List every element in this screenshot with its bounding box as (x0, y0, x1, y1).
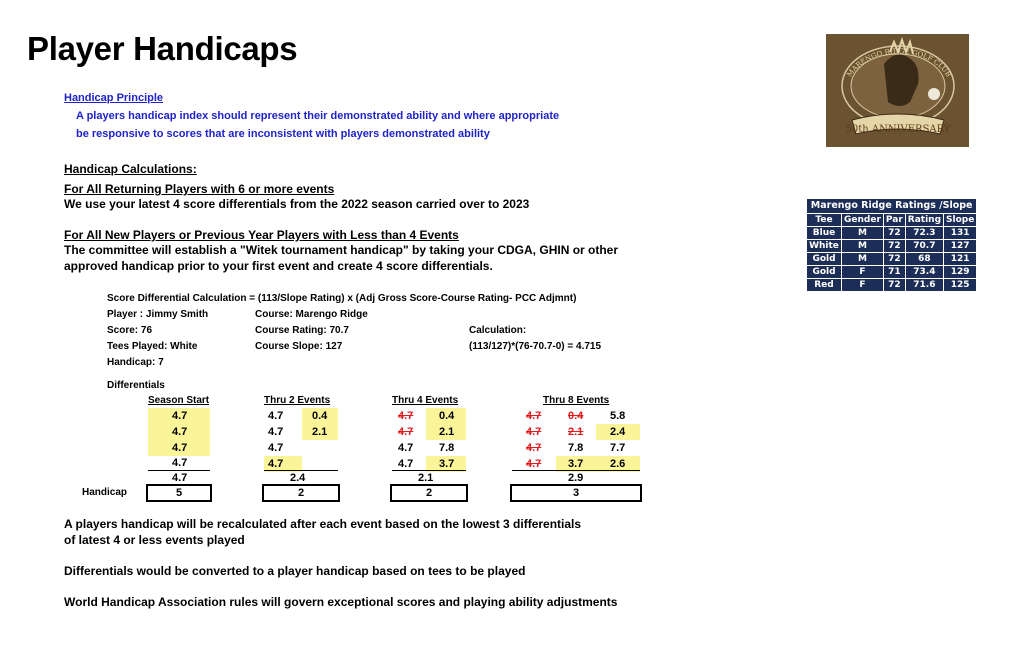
ratings-cell: 72 (883, 253, 905, 266)
season-start-value: 4.7 (148, 440, 210, 456)
ratings-cell: 129 (944, 266, 977, 279)
thru4-old-value: 4.7 (398, 442, 414, 454)
ratings-cell: 72.3 (905, 227, 943, 240)
ratings-cell: 71.6 (905, 279, 943, 292)
example-score: Score: 76 (107, 325, 153, 336)
thru4-new-value: 7.8 (439, 442, 455, 454)
note-2: Differentials would be converted to a player handicap based on tees to be played (64, 564, 526, 578)
thru8-dropped-value: 4.7 (526, 458, 542, 470)
ratings-table (806, 198, 977, 292)
table-row (807, 266, 977, 279)
thru4-new-value: 2.1 (426, 424, 466, 440)
thru2-new-value: 0.4 (302, 408, 338, 424)
new-players-line-2: approved handicap prior to your first event and create 4 score differentials. (64, 259, 493, 273)
thru4-average: 2.1 (418, 472, 434, 484)
note-3: World Handicap Association rules will govern exceptional scores and playing ability adjustments (64, 595, 618, 609)
thru2-old-value: 4.7 (268, 426, 284, 438)
ratings-cell: M (842, 240, 884, 253)
differentials-label: Differentials (107, 380, 165, 391)
example-slope: Course Slope: 127 (255, 341, 343, 352)
ratings-col-header: Tee (807, 214, 842, 227)
thru2-new-value: 2.1 (302, 424, 338, 440)
thru2-average: 2.4 (290, 472, 306, 484)
thru8-value: 5.8 (610, 410, 626, 422)
ratings-cell: M (842, 253, 884, 266)
calc-heading: Handicap Calculations: (64, 162, 197, 176)
thru4-new-value: 3.7 (426, 456, 466, 472)
ratings-col-header: Rating (905, 214, 943, 227)
formula-text: Score Differential Calculation = (113/Slope Rating) x (Adj Gross Score-Course Rating- PCC Adjmnt) (107, 293, 577, 304)
ratings-cell: 127 (944, 240, 977, 253)
new-players-line-1: The committee will establish a "Witek tournament handicap" by taking your CDGA, GHIN or other (64, 243, 619, 257)
season-start-header: Season Start (148, 395, 210, 406)
example-tees: Tees Played: White (107, 341, 198, 352)
season-start-value: 4.7 (172, 457, 188, 469)
thru8-average: 2.9 (568, 472, 584, 484)
club-name-text: MARENGO RIDGE GOLF CLUB (845, 47, 953, 79)
ratings-cell: Blue (807, 227, 842, 240)
ratings-cell: 68 (905, 253, 943, 266)
thru2-old-value: 4.7 (268, 442, 284, 454)
ratings-cell: Red (807, 279, 842, 292)
ratings-cell: 70.7 (905, 240, 943, 253)
returning-heading: For All Returning Players with 6 or more events (64, 182, 335, 196)
table-row (807, 279, 977, 292)
example-course: Course: Marengo Ridge (255, 309, 368, 320)
thru8-dropped-value: 2.1 (568, 426, 584, 438)
page-title: Player Handicaps (27, 30, 298, 67)
ratings-col-header: Gender (842, 214, 884, 227)
thru8-handicap: 3 (510, 484, 642, 502)
thru4-handicap: 2 (390, 484, 468, 502)
example-calc-label: Calculation: (469, 325, 527, 336)
handicap-row-label: Handicap (82, 487, 128, 498)
ratings-cell: 72 (883, 279, 905, 292)
thru8-value: 7.7 (610, 442, 626, 454)
thru8-dropped-value: 4.7 (526, 442, 542, 454)
example-handicap: Handicap: 7 (107, 357, 164, 368)
thru8-value: 2.4 (596, 424, 640, 440)
thru4-dropped-value: 4.7 (398, 426, 414, 438)
season-start-average: 4.7 (172, 472, 188, 484)
thru8-value: 7.8 (568, 442, 584, 454)
table-row (807, 240, 977, 253)
principle-line-2: be responsive to scores that are inconsistent with players demonstrated ability (76, 128, 490, 140)
principle-heading[interactable]: Handicap Principle (64, 92, 164, 104)
season-start-handicap: 5 (146, 484, 212, 502)
thru2-handicap: 2 (262, 484, 340, 502)
thru4-dropped-value: 4.7 (398, 410, 414, 422)
season-start-value: 4.7 (148, 424, 210, 440)
thru8-dropped-value: 0.4 (568, 410, 584, 422)
new-players-heading: For All New Players or Previous Year Players with Less than 4 Events (64, 228, 459, 242)
returning-text: We use your latest 4 score differentials from the 2022 season carried over to 2023 (64, 197, 530, 211)
ratings-cell: White (807, 240, 842, 253)
ratings-cell: F (842, 279, 884, 292)
thru4-new-value: 0.4 (426, 408, 466, 424)
club-logo-graphic (826, 34, 969, 147)
ratings-col-header: Slope (944, 214, 977, 227)
table-row (807, 253, 977, 266)
thru8-dropped-value: 4.7 (526, 426, 542, 438)
thru8-value: 2.6 (596, 456, 640, 472)
principle-line-1: A players handicap index should represent their demonstrated ability and where appropriate (76, 110, 560, 122)
ratings-col-header: Par (883, 214, 905, 227)
ratings-cell: 125 (944, 279, 977, 292)
ratings-cell: 73.4 (905, 266, 943, 279)
example-course-rating: Course Rating: 70.7 (255, 325, 349, 336)
ratings-cell: 121 (944, 253, 977, 266)
ratings-cell: Gold (807, 253, 842, 266)
thru8-header: Thru 8 Events (543, 395, 610, 406)
ratings-cell: 131 (944, 227, 977, 240)
club-logo (826, 34, 969, 147)
ratings-header-row (807, 214, 977, 227)
season-start-value: 4.7 (148, 408, 210, 424)
thru2-old-value: 4.7 (268, 410, 284, 422)
ratings-cell: 71 (883, 266, 905, 279)
thru2-header: Thru 2 Events (264, 395, 331, 406)
ratings-cell: 72 (883, 240, 905, 253)
anniversary-banner-text: 50th ANNIVERSARY (845, 124, 951, 135)
note-1-line-2: of latest 4 or less events played (64, 533, 245, 547)
ratings-cell: M (842, 227, 884, 240)
note-1-line-1: A players handicap will be recalculated after each event based on the lowest 3 differentials (64, 517, 582, 531)
example-calc-value: (113/127)*(76-70.7-0) = 4.715 (469, 341, 602, 352)
ratings-cell: 72 (883, 227, 905, 240)
table-row (807, 227, 977, 240)
thru4-old-value: 4.7 (398, 458, 414, 470)
thru8-value: 3.7 (556, 456, 596, 472)
example-player: Player : Jimmy Smith (107, 309, 209, 320)
ratings-cell: Gold (807, 266, 842, 279)
thru8-dropped-value: 4.7 (526, 410, 542, 422)
thru4-header: Thru 4 Events (392, 395, 459, 406)
ratings-title: Marengo Ridge Ratings /Slope (807, 199, 977, 214)
thru2-old-value: 4.7 (264, 456, 302, 472)
ratings-cell: F (842, 266, 884, 279)
